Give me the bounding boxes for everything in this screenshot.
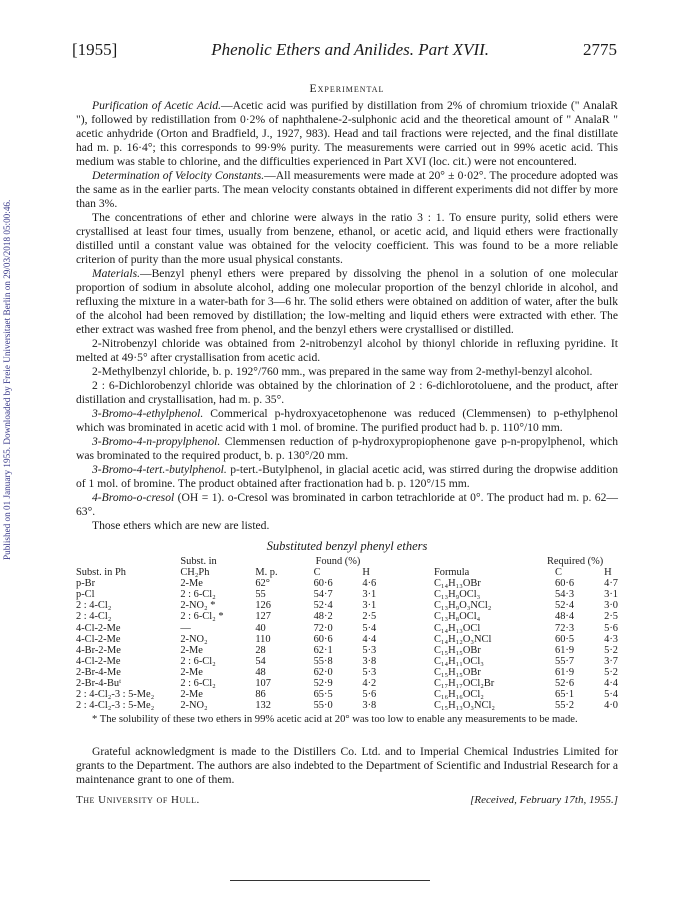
paragraph-text: —All measurements were made at 20° ± 0·02°. The procedure adopted was the same as in the earlier parts. The mean velocity constants obtained in different experiments did not differ by more than 3%. <box>76 169 618 210</box>
header-cell: Subst. in <box>180 556 217 567</box>
table-cell: 52·4 <box>313 600 333 612</box>
table-cell: 4·2 <box>362 678 377 690</box>
journal-year: [1955] <box>72 40 118 59</box>
table-cell: 3·1 <box>604 589 618 601</box>
table-cell: C₁₅H₁₅OBr <box>434 644 481 656</box>
table-cell: C₁₆H₁₆OCl₂ <box>434 689 484 701</box>
acknowledgment: Grateful acknowledgment is made to the Distillers Co. Ltd. and to Imperial Chemical Industries Limited for grants to the Department. The authors are also indebted to the Department of Scientific and Industrial Research for a maintenance grant to one of them. <box>76 744 618 786</box>
table-body <box>76 578 618 711</box>
header-cell: Formula <box>434 567 470 579</box>
table-cell: 2-Me <box>180 689 203 701</box>
table-cell: C₁₅H₁₅OBr <box>434 666 481 678</box>
paragraph-head: 3-Bromo-4-tert.-butylphenol. <box>92 463 227 476</box>
table-row <box>76 689 618 700</box>
table-cell: 2 : 4-Cl₂ <box>76 611 112 623</box>
paragraph-head: 3-Bromo-4-n-propylphenol. <box>92 435 221 448</box>
paragraph-text: Commerical p-hydroxyacetophenone was reduced (Clemmensen) to p-ethylphenol which was brominated in acetic acid with 1 mol. of bromine. The purified product had b. p. 110°/10 mm. <box>76 407 618 434</box>
table-cell: 62° <box>255 578 270 590</box>
table-cell: 4·7 <box>604 578 618 590</box>
paragraph-head: Materials. <box>92 267 140 280</box>
table-row <box>76 611 618 622</box>
table-cell: 2-Br-4-Me <box>76 666 121 678</box>
table-cell: — <box>180 622 191 634</box>
header-cell: Subst. in Ph <box>76 567 126 579</box>
header-cell-found: Found (%) <box>315 556 361 567</box>
table-cell: C₁₅H₁₃O₃NCl₂ <box>434 700 495 712</box>
paragraph-text: —Benzyl phenyl ethers were prepared by dissolving the phenol in a solution of one molecular proportion of sodium in absolute alcohol, adding one molecular proportion of the benzyl chloride in alcohol, and refluxing the mixture in a water-bath for 3—6 hr. The solid ethers were obtained on addition of water, after the bulk of the alcohol had been removed by distillation; the low-melting and liquid ethers were extracted with ether. The ether extract was washed free from phenol, and the benzyl ethers were crystallised or distilled. <box>76 267 618 336</box>
table-cell: 28 <box>255 644 266 656</box>
table-cell: 5·2 <box>604 644 618 656</box>
paragraph-head: Determination of Velocity Constants. <box>92 169 265 182</box>
paragraph-materials <box>76 267 618 337</box>
table-cell: 2 : 4-Cl₂-3 : 5-Me₂ <box>76 689 155 701</box>
table-cell: 4·6 <box>362 578 377 590</box>
paragraph-purification <box>76 99 618 169</box>
table-footnote: * The solubility of these two ethers in 99% acetic acid at 20° was too low to enable any measurements to be made. <box>92 714 578 726</box>
table-cell: 3·8 <box>362 655 377 667</box>
table-cell: 2-NO₂ <box>180 700 208 712</box>
table-cell: 52·6 <box>555 678 575 690</box>
table-cell: 65·5 <box>313 689 333 701</box>
article-body <box>76 82 618 807</box>
table-cell: 60·6 <box>555 578 575 590</box>
table-row <box>76 667 618 678</box>
paragraph-bromo-butylphenol <box>76 463 618 491</box>
table-cell: 127 <box>255 611 271 623</box>
table-cell: 4·4 <box>604 678 618 690</box>
table-cell: 4-Br-2-Me <box>76 644 121 656</box>
table-cell: 5·6 <box>362 689 377 701</box>
table-cell: 2-Me <box>180 578 203 590</box>
paragraph-listed: Those ethers which are new are listed. <box>92 519 270 532</box>
table-cell: 2 : 6-Cl₂ * <box>180 611 224 623</box>
section-heading: Experimental <box>309 82 385 95</box>
table-cell: 5·3 <box>362 644 377 656</box>
table-cell: 65·1 <box>555 689 575 701</box>
table-cell: 132 <box>255 700 271 712</box>
table-cell: 2-NO₂ * <box>180 600 216 612</box>
table-cell: C₁₃H₈OCl₄ <box>434 611 481 623</box>
table-cell: 2·5 <box>604 611 618 623</box>
header-cell: C <box>313 567 321 579</box>
table-row <box>76 656 618 667</box>
table-cell: 61·9 <box>555 644 575 656</box>
table-cell: 3·1 <box>362 600 377 612</box>
table-cell: 5·3 <box>362 666 377 678</box>
paragraph-nitrobenzyl: 2-Nitrobenzyl chloride was obtained from 2-nitrobenzyl alcohol by thionyl chloride in refluxing pyridine. It melted at 49·5° after crystallisation from acetic acid. <box>76 337 618 364</box>
table-cell: 4-Cl-2-Me <box>76 622 121 634</box>
table-cell: C₁₄H₁₁OCl₃ <box>434 655 484 667</box>
paragraph-bromo-ethylphenol <box>76 407 618 435</box>
table-cell: 5·4 <box>362 622 377 634</box>
table-cell: 60·6 <box>313 578 333 590</box>
table-cell: 2·5 <box>362 611 377 623</box>
table-cell: 61·9 <box>555 666 575 678</box>
table-cell: 2-Me <box>180 644 203 656</box>
table-cell: 52·4 <box>555 600 575 612</box>
table-cell: 60·6 <box>313 633 333 645</box>
paragraph-concentrations: The concentrations of ether and chlorine were always in the ratio 3 : 1. To ensure purity, solid ethers were crystallised at least four times, usually from benzene, ethanol, or acetic acid, and liquid ethers were fractionally distilled until a constant value was obtained for the velocity coefficient. This was found to be a more reliable criterion of purity than the more usual physical constants. <box>76 211 618 266</box>
paragraph-text: —Acetic acid was purified by distillation from 2% of chromium trioxide (" AnalaR "), followed by redistillation from 0·2% of naphthalene-2-sulphonic acid and the theoretical amount of " AnalaR " acetic anhydride (Orton and Bradfield, J., 1927, 983). Head and tail fractions were rejected, and the final distillate had m. p. 16·4°; this corresponds to 99·9% purity. The measurements were carried out in 99% acetic acid. This medium was stable to chlorine, and the difficulties experienced in Part XVI (loc. cit.) were not encountered. <box>76 99 618 168</box>
table-cell: C₁₃H₉O₃NCl₂ <box>434 600 492 612</box>
paragraph-text: p-tert.-Butylphenol, in glacial acetic acid, was stirred during the dropwise addition of 1 mol. of bromine. The product obtained after fractionation had b. p. 120°/15 mm. <box>76 463 618 490</box>
table-cell: 55 <box>255 589 266 601</box>
table-cell: 86 <box>255 689 266 701</box>
header-cell: M. p. <box>255 567 278 579</box>
table-cell: 40 <box>255 622 266 634</box>
table-cell: 72·0 <box>313 622 333 634</box>
table-cell: 55·2 <box>555 700 575 712</box>
header-cell: H <box>604 567 612 579</box>
header-cell <box>418 556 543 567</box>
table-cell: 2 : 4-Cl₂-3 : 5-Me₂ <box>76 700 155 712</box>
page-header <box>72 40 617 60</box>
table-cell: 72·3 <box>555 622 575 634</box>
table-row <box>76 645 618 656</box>
table-row <box>76 678 618 689</box>
table-cell: C₁₃H₉OCl₃ <box>434 589 481 601</box>
table-cell: 48·4 <box>555 611 575 623</box>
paragraph-text: Clemmensen reduction of p-hydroxypropiophenone gave p-n-propylphenol, which was brominated to the required product, b. p. 130°/20 mm. <box>76 435 618 462</box>
table-cell: p-Br <box>76 578 96 590</box>
header-cell: CH₂Ph <box>180 567 210 579</box>
paragraph-bromo-cresol <box>76 491 618 519</box>
table-cell: 5·2 <box>604 666 618 678</box>
table-cell: 48 <box>255 666 266 678</box>
table-row <box>76 634 618 645</box>
paragraph-dichlorobenzyl: 2 : 6-Dichlorobenzyl chloride was obtained by the chlorination of 2 : 6-dichlorotoluene, and the product, after distillation and crystallisation, had m. p. 35°. <box>76 379 618 406</box>
table-cell: C₁₄H₁₃OCl <box>434 622 481 634</box>
article-title: Phenolic Ethers and Anilides. Part XVII. <box>211 40 490 59</box>
table-cell: p-Cl <box>76 589 95 601</box>
paragraph-methylbenzyl: 2-Methylbenzyl chloride, b. p. 192°/760 mm., was prepared in the same way from 2-methyl-benzyl alcohol. <box>92 365 593 378</box>
table-cell: 3·1 <box>362 589 377 601</box>
table-cell: 2-Br-4-Buᵗ <box>76 678 122 690</box>
table-cell: 5·4 <box>604 689 618 701</box>
table-cell: 4·3 <box>604 633 618 645</box>
table-cell: 4-Cl-2-Me <box>76 655 121 667</box>
header-cell <box>255 556 305 567</box>
table-cell: 4·0 <box>604 700 618 712</box>
table-cell: 2-NO₂ <box>180 633 208 645</box>
received-date: [Received, February 17th, 1955.] <box>470 793 618 806</box>
table-cell: 3·0 <box>604 600 618 612</box>
table-cell: C₁₄H₁₃OBr <box>434 578 481 590</box>
table-cell: 62·1 <box>313 644 333 656</box>
table-cell: 107 <box>255 678 271 690</box>
download-watermark: Published on 01 January 1955. Downloaded by Freie Universitaet Berlin on 29/03/2018 05:00:46. <box>2 199 12 561</box>
affiliation: The University of Hull. <box>76 793 200 806</box>
table-cell: 62·0 <box>313 666 333 678</box>
table-row <box>76 700 618 711</box>
table-cell: 48·2 <box>313 611 333 623</box>
table-cell: 55·8 <box>313 655 333 667</box>
header-cell <box>76 556 180 567</box>
page-number: 2775 <box>582 40 617 59</box>
table-title: Substituted benzyl phenyl ethers <box>266 539 428 553</box>
table-cell: 54 <box>255 655 266 667</box>
table-cell: 5·6 <box>604 622 618 634</box>
table-row <box>76 600 618 611</box>
table-cell: 2 : 6-Cl₂ <box>180 678 216 690</box>
table-cell: 55·7 <box>555 655 575 667</box>
table-row <box>76 589 618 600</box>
article-footer <box>76 793 618 807</box>
table-cell: 2-Me <box>180 666 203 678</box>
paragraph-head: 3-Bromo-4-ethylphenol. <box>92 407 204 420</box>
table-cell: 2 : 4-Cl₂ <box>76 600 112 612</box>
paragraph-bromo-propylphenol <box>76 435 618 463</box>
end-rule <box>230 880 430 881</box>
table-cell: 110 <box>255 633 271 645</box>
table-header-bottom <box>76 567 618 578</box>
table-row <box>76 578 618 589</box>
table-cell: 60·5 <box>555 633 575 645</box>
table-cell: 4·4 <box>362 633 377 645</box>
header-cell: C <box>555 567 562 579</box>
table-cell: 54·7 <box>313 589 333 601</box>
table-cell: 55·0 <box>313 700 333 712</box>
ethers-table <box>76 556 618 711</box>
table-row <box>76 623 618 634</box>
paragraph-head: Purification of Acetic Acid. <box>92 99 222 112</box>
table-cell: 3·7 <box>604 655 618 667</box>
table-cell: 126 <box>255 600 271 612</box>
table-cell: 54·3 <box>555 589 575 601</box>
table-cell: 4-Cl-2-Me <box>76 633 121 645</box>
header-cell-required: Required (%) <box>547 556 604 567</box>
table-cell: C₁₄H₁₂O₃NCl <box>434 633 492 645</box>
table-header-top <box>76 556 618 567</box>
table-cell: 2 : 6-Cl₂ <box>180 655 216 667</box>
header-cell: H <box>362 567 370 579</box>
paragraph-text: (OH = 1). o-Cresol was brominated in carbon tetrachloride at 0°. The product had m. p. 62—63°. <box>76 491 618 518</box>
paragraph-head: 4-Bromo-o-cresol <box>92 491 175 504</box>
table-cell: 2 : 6-Cl₂ <box>180 589 216 601</box>
table-cell: 3·8 <box>362 700 377 712</box>
paragraph-velocity <box>76 169 618 211</box>
table-cell: C₁₇H₁₇OCl₂Br <box>434 678 495 690</box>
table-cell: 52·9 <box>313 678 333 690</box>
